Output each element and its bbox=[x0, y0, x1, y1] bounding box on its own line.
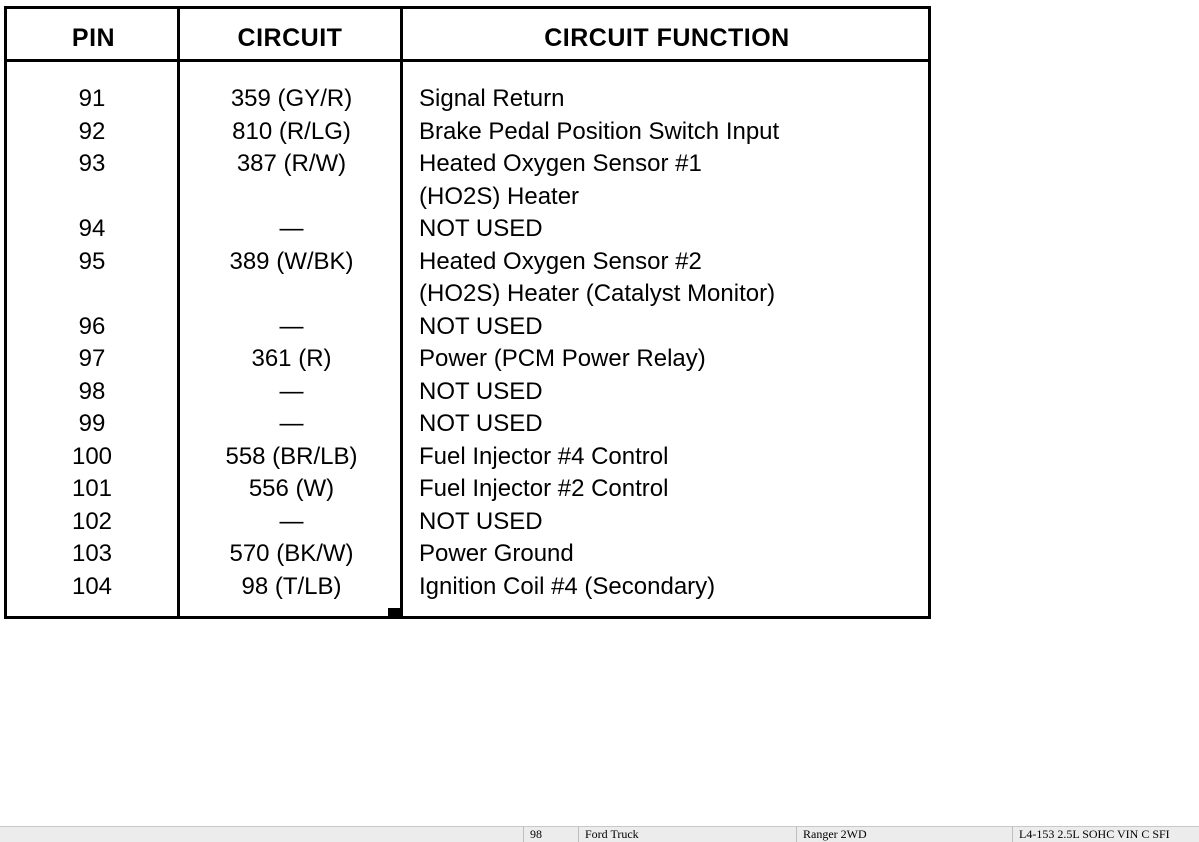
table-row bbox=[7, 83, 928, 116]
function-cell: (HO2S) Heater (Catalyst Monitor) bbox=[419, 280, 776, 307]
circuit-cell: 810 (R/LG) bbox=[232, 117, 351, 145]
circuit-cell: 359 (GY/R) bbox=[230, 85, 353, 112]
circuit-cell: 361 (R) bbox=[251, 345, 332, 372]
table-row bbox=[7, 311, 928, 344]
table-row bbox=[7, 473, 928, 506]
function-cell: Power (PCM Power Relay) bbox=[419, 345, 706, 372]
circuit-cell: 556 (W) bbox=[248, 475, 335, 502]
header-divider bbox=[7, 59, 928, 62]
table-row bbox=[7, 343, 928, 376]
pin-cell: 93 bbox=[78, 150, 106, 177]
pin-cell: 103 bbox=[71, 540, 113, 567]
pin-cell: 94 bbox=[78, 215, 106, 242]
pin-cell: 91 bbox=[78, 85, 106, 112]
function-cell: Ignition Coil #4 (Secondary) bbox=[419, 572, 716, 600]
footer-make: Ford Truck bbox=[578, 827, 796, 842]
function-cell: NOT USED bbox=[419, 377, 543, 405]
table-body bbox=[7, 83, 928, 603]
pin-table bbox=[4, 6, 931, 619]
circuit-cell: 387 (R/W) bbox=[236, 150, 347, 177]
footer-model: Ranger 2WD bbox=[796, 827, 1012, 842]
function-cell: (HO2S) Heater bbox=[419, 182, 580, 210]
function-cell: NOT USED bbox=[419, 507, 543, 535]
circuit-cell: — bbox=[279, 377, 304, 405]
table-row bbox=[7, 116, 928, 149]
table-row bbox=[7, 213, 928, 246]
table-row bbox=[7, 441, 928, 474]
pin-cell: 92 bbox=[78, 117, 106, 145]
function-cell: NOT USED bbox=[419, 215, 543, 242]
function-cell: NOT USED bbox=[419, 312, 543, 340]
header-pin: PIN bbox=[71, 24, 116, 52]
circuit-cell: — bbox=[279, 507, 304, 535]
circuit-cell: — bbox=[279, 215, 304, 242]
table-row bbox=[7, 278, 928, 311]
circuit-cell: 389 (W/BK) bbox=[229, 247, 354, 275]
function-cell: Brake Pedal Position Switch Input bbox=[419, 117, 780, 145]
pin-cell: 100 bbox=[71, 442, 113, 470]
pin-cell: 101 bbox=[71, 475, 113, 502]
corner-mark bbox=[388, 608, 400, 616]
function-cell: Heated Oxygen Sensor #1 bbox=[419, 150, 702, 177]
header-circuit: CIRCUIT bbox=[237, 24, 343, 52]
footer-page-number: 98 bbox=[523, 827, 578, 842]
pin-cell: 95 bbox=[78, 247, 106, 275]
table-row bbox=[7, 181, 928, 214]
table-row bbox=[7, 408, 928, 441]
circuit-cell: — bbox=[279, 312, 304, 340]
header-circuit-function: CIRCUIT FUNCTION bbox=[544, 24, 790, 52]
table-row bbox=[7, 148, 928, 181]
table-row bbox=[7, 246, 928, 279]
function-cell: Heated Oxygen Sensor #2 bbox=[419, 247, 702, 275]
circuit-cell: — bbox=[279, 410, 304, 437]
pin-cell: 96 bbox=[78, 312, 106, 340]
pin-cell: 104 bbox=[71, 572, 113, 600]
pin-cell: 102 bbox=[71, 507, 113, 535]
footer-engine: L4-153 2.5L SOHC VIN C SFI bbox=[1012, 827, 1199, 842]
pin-cell: 99 bbox=[78, 410, 106, 437]
table-row bbox=[7, 376, 928, 409]
table-row bbox=[7, 538, 928, 571]
table-row bbox=[7, 506, 928, 539]
function-cell: Signal Return bbox=[419, 85, 565, 112]
function-cell: Fuel Injector #4 Control bbox=[419, 442, 669, 470]
circuit-cell: 570 (BK/W) bbox=[229, 540, 354, 567]
function-cell: NOT USED bbox=[419, 410, 543, 437]
pin-cell: 97 bbox=[78, 345, 106, 372]
table-row bbox=[7, 571, 928, 604]
circuit-cell: 98 (T/LB) bbox=[241, 572, 342, 600]
pin-cell: 98 bbox=[78, 377, 106, 405]
circuit-cell: 558 (BR/LB) bbox=[225, 442, 358, 470]
function-cell: Power Ground bbox=[419, 540, 574, 567]
footer-bar bbox=[0, 826, 1199, 842]
function-cell: Fuel Injector #2 Control bbox=[419, 475, 669, 502]
